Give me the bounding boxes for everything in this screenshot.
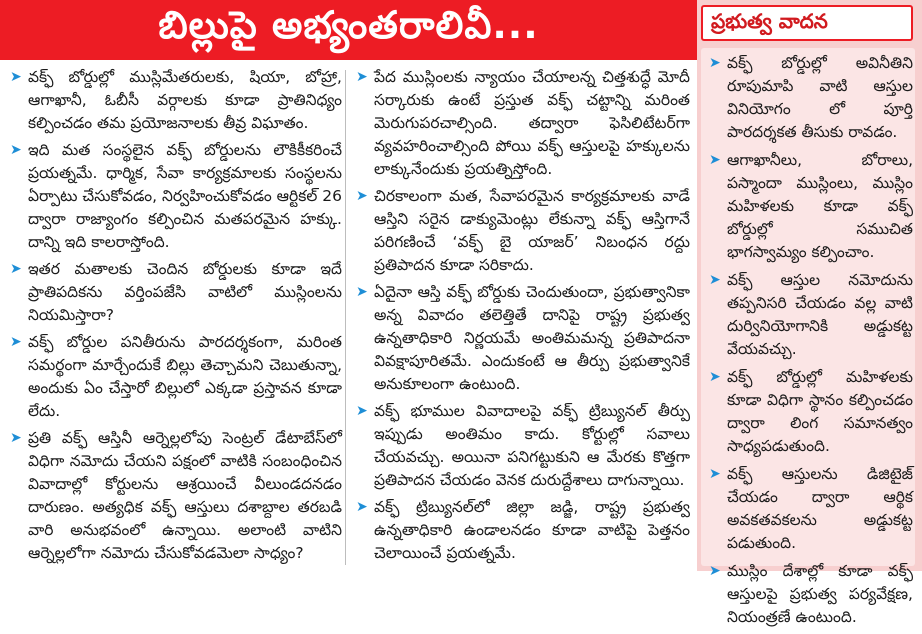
arrow-bullet-icon: ➤ — [10, 430, 22, 446]
sidebar-box — [697, 0, 922, 626]
arrow-bullet-icon: ➤ — [356, 499, 368, 515]
arrow-bullet-icon: ➤ — [356, 69, 368, 85]
headline: బిల్లుపై అభ్యంతరాలివీ... — [0, 0, 697, 60]
arrow-bullet-icon: ➤ — [10, 334, 22, 350]
list-item-text: ప్రతి వక్ఫ్ ఆస్తినీ ఆర్నెల్లలోపు సెంట్రల్ డేటాబేస్‌లో విధిగా నమోదు చేయని పక్షంలో వాటికి సంబంధించిన వివాదాల్లో కోర్టులను ఆశ్రయించే వీలుండదనడం దారుణం. అత్యధిక వక్ఫ్ ఆస్తులు దశాబ్దాల తరబడి వారి అనుభవంలో ఉన్నాయి. అలాంటి వాటిని ఆర్నెల్లలోగా నమోదు చేసుకోవడమెలా సాధ్యం? — [28, 429, 342, 562]
sidebar-item — [707, 560, 913, 629]
arrow-bullet-icon: ➤ — [10, 142, 22, 158]
sidebar-item — [707, 149, 913, 264]
sidebar-item-text: ముస్లిం దేశాల్లో కూడా వక్ఫ్ ఆస్తులపై ప్రభుత్వ పర్యవేక్షణ, నియంత్రణే ఉంటుంది. — [727, 562, 913, 626]
list-item-text: వక్ఫ్ ట్రిబ్యునల్‌లో జిల్లా జడ్జి, రాష్ట్ర ప్రభుత్వ ఉన్నతాధికారి ఉండాలనడం కూడా వాటిపై పెత్తనం చెలాయించే ప్రయత్నమే. — [374, 498, 690, 562]
list-item — [352, 66, 690, 181]
list-item-text: ఇతర మతాలకు చెందిన బోర్డులకు కూడా ఇదే ప్రాతిపదికను వర్తింపజేసి వాటిలో ముస్లింలను నియమిస్తారా? — [28, 260, 342, 324]
list-item — [6, 258, 342, 327]
list-item-text: వక్ఫ్ భూముల వివాదాలపై వక్ఫ్ ట్రిబ్యునల్ తీర్పు ఇప్పుడు అంతిమం కాదు. కోర్టుల్లో సవాలు చేయవచ్చు. అయినా పనిగట్టుకుని ఆ మేరకు కొత్తగా ప్రతిపాదన చేయడం వెనక దురుద్దేశాలు దాగున్నాయి. — [374, 402, 690, 489]
arrow-bullet-icon: ➤ — [709, 563, 721, 579]
article-column-2 — [352, 66, 690, 571]
list-item-text: పేద ముస్లింలకు న్యాయం చేయాలన్న చిత్తశుద్ధే మోదీ సర్కారుకు ఉంటే ప్రస్తుత వక్ఫ్ చట్టాన్ని మరింత మెరుగుపరచాల్సింది. తద్వారా ఫెసిలిటేటర్‌గా వ్యవహరించాల్సింది పోయి వక్ఫ్ ఆస్తులపై హక్కులను లాక్కునేందుకు ప్రయత్నిస్తోంది. — [374, 68, 690, 178]
arrow-bullet-icon: ➤ — [709, 272, 721, 288]
sidebar-item-text: వక్ఫ్ ఆస్తులను డిజిటైజ్ చేయడం ద్వారా ఆర్థిక అవకతవకలను అడ్డుకట్ట పడుతుంది. — [727, 465, 913, 552]
arrow-bullet-icon: ➤ — [709, 152, 721, 168]
arrow-bullet-icon: ➤ — [10, 261, 22, 277]
list-item — [6, 139, 342, 254]
list-item-text: ఏదైనా ఆస్తి వక్ఫ్ బోర్డుకు చెందుతుందా, ప్రభుత్వానికా అన్న వివాదం తలెత్తితే దానిపై రాష్ట్ర ప్రభుత్వ ఉన్నతాధికారి నిర్ణయమే అంతిమమన్న ప్రతిపాదనా వివక్షాపూరితమే. ఎందుకంటే ఆ తీర్పు ప్రభుత్వానికే అనుకూలంగా ఉంటుంది. — [374, 283, 690, 393]
sidebar-item — [707, 52, 913, 144]
arrow-bullet-icon: ➤ — [709, 55, 721, 71]
list-item — [6, 427, 342, 565]
list-item-text: వక్ఫ్ బోర్డుల్లో ముస్లిమేతరులకు, షియా, బోహ్రా, ఆగాఖానీ, ఓబీసీ వర్గాలకు కూడా ప్రాతినిధ్యం కల్పించడం తమ ప్రయోజనాలకు తీవ్ర విఘాతం. — [28, 68, 342, 132]
arrow-bullet-icon: ➤ — [356, 188, 368, 204]
arrow-bullet-icon: ➤ — [709, 369, 721, 385]
arrow-bullet-icon: ➤ — [356, 403, 368, 419]
list-item-text: ఇది మత సంస్థలైన వక్ఫ్ బోర్డులను లౌకికీకరించే ప్రయత్నమే. ధార్మిక, సేవా కార్యక్రమాలకు సంస్థలను ఏర్పాటు చేసుకోవడం, నిర్వహించుకోవడం ఆర్టికల్ 26 ద్వారా రాజ్యాంగం కల్పించిన మతపరమైన హక్కు. దాన్ని ఇది కాలరాస్తోంది. — [28, 141, 342, 251]
sidebar-item — [707, 366, 913, 458]
list-item — [352, 400, 690, 492]
arrow-bullet-icon: ➤ — [709, 466, 721, 482]
list-item — [6, 66, 342, 135]
article-column-1 — [6, 66, 342, 571]
sidebar-title: ప్రభుత్వ వాదన — [701, 5, 913, 41]
list-item — [352, 281, 690, 396]
column-divider — [345, 70, 346, 565]
list-item — [352, 496, 690, 565]
sidebar-list — [707, 52, 913, 634]
list-item — [352, 185, 690, 277]
list-item-text: చిరకాలంగా మత, సేవాపరమైన కార్యక్రమాలకు వాడే ఆస్తిని సరైన డాక్యుమెంట్లు లేకున్నా వక్ఫ్ ఆస్తిగానే పరిగణించే ‘వక్ఫ్ బై యాజర్’ నిబంధన రద్దు ప్రతిపాదన కూడా సరికాదు. — [374, 187, 690, 274]
sidebar-body — [701, 48, 915, 626]
arrow-bullet-icon: ➤ — [356, 284, 368, 300]
list-item-text: వక్ఫ్ బోర్డుల పనితీరును పారదర్శకంగా, మరింత సమర్థంగా మార్చేందుకే బిల్లు తెచ్చామని చెబుతున్నా, అందుకు ఏం చేస్తారో బిల్లులో ఎక్కడా ప్రస్తావన కూడా లేదు. — [28, 333, 342, 420]
list-item — [6, 331, 342, 423]
sidebar-item-text: ఆగాఖానీలు, బోరాలు, పస్మాందా ముస్లింలు, ముస్లిం మహిళలకు కూడా వక్ఫ్ బోర్డుల్లో సముచిత భాగస్వామ్యం కల్పించాం. — [727, 151, 913, 261]
arrow-bullet-icon: ➤ — [10, 69, 22, 85]
sidebar-item-text: వక్ఫ్ ఆస్తుల నమోదును తప్పనిసరి చేయడం వల్ల వాటి దుర్వినియోగానికి అడ్డుకట్ట వేయవచ్చు. — [727, 271, 913, 358]
sidebar-item — [707, 463, 913, 555]
sidebar-item-text: వక్ఫ్ బోర్డుల్లో మహిళలకు కూడా విధిగా స్థానం కల్పించడం ద్వారా లింగ సమానత్వం సాధ్యపడుతుంది. — [727, 368, 913, 455]
sidebar-item-text: వక్ఫ్ బోర్డుల్లో అవినీతిని రూపుమాపి వాటి ఆస్తుల వినియోగం లో పూర్తి పారదర్శకత తీసుకు రావడం. — [727, 54, 913, 141]
sidebar-item — [707, 269, 913, 361]
